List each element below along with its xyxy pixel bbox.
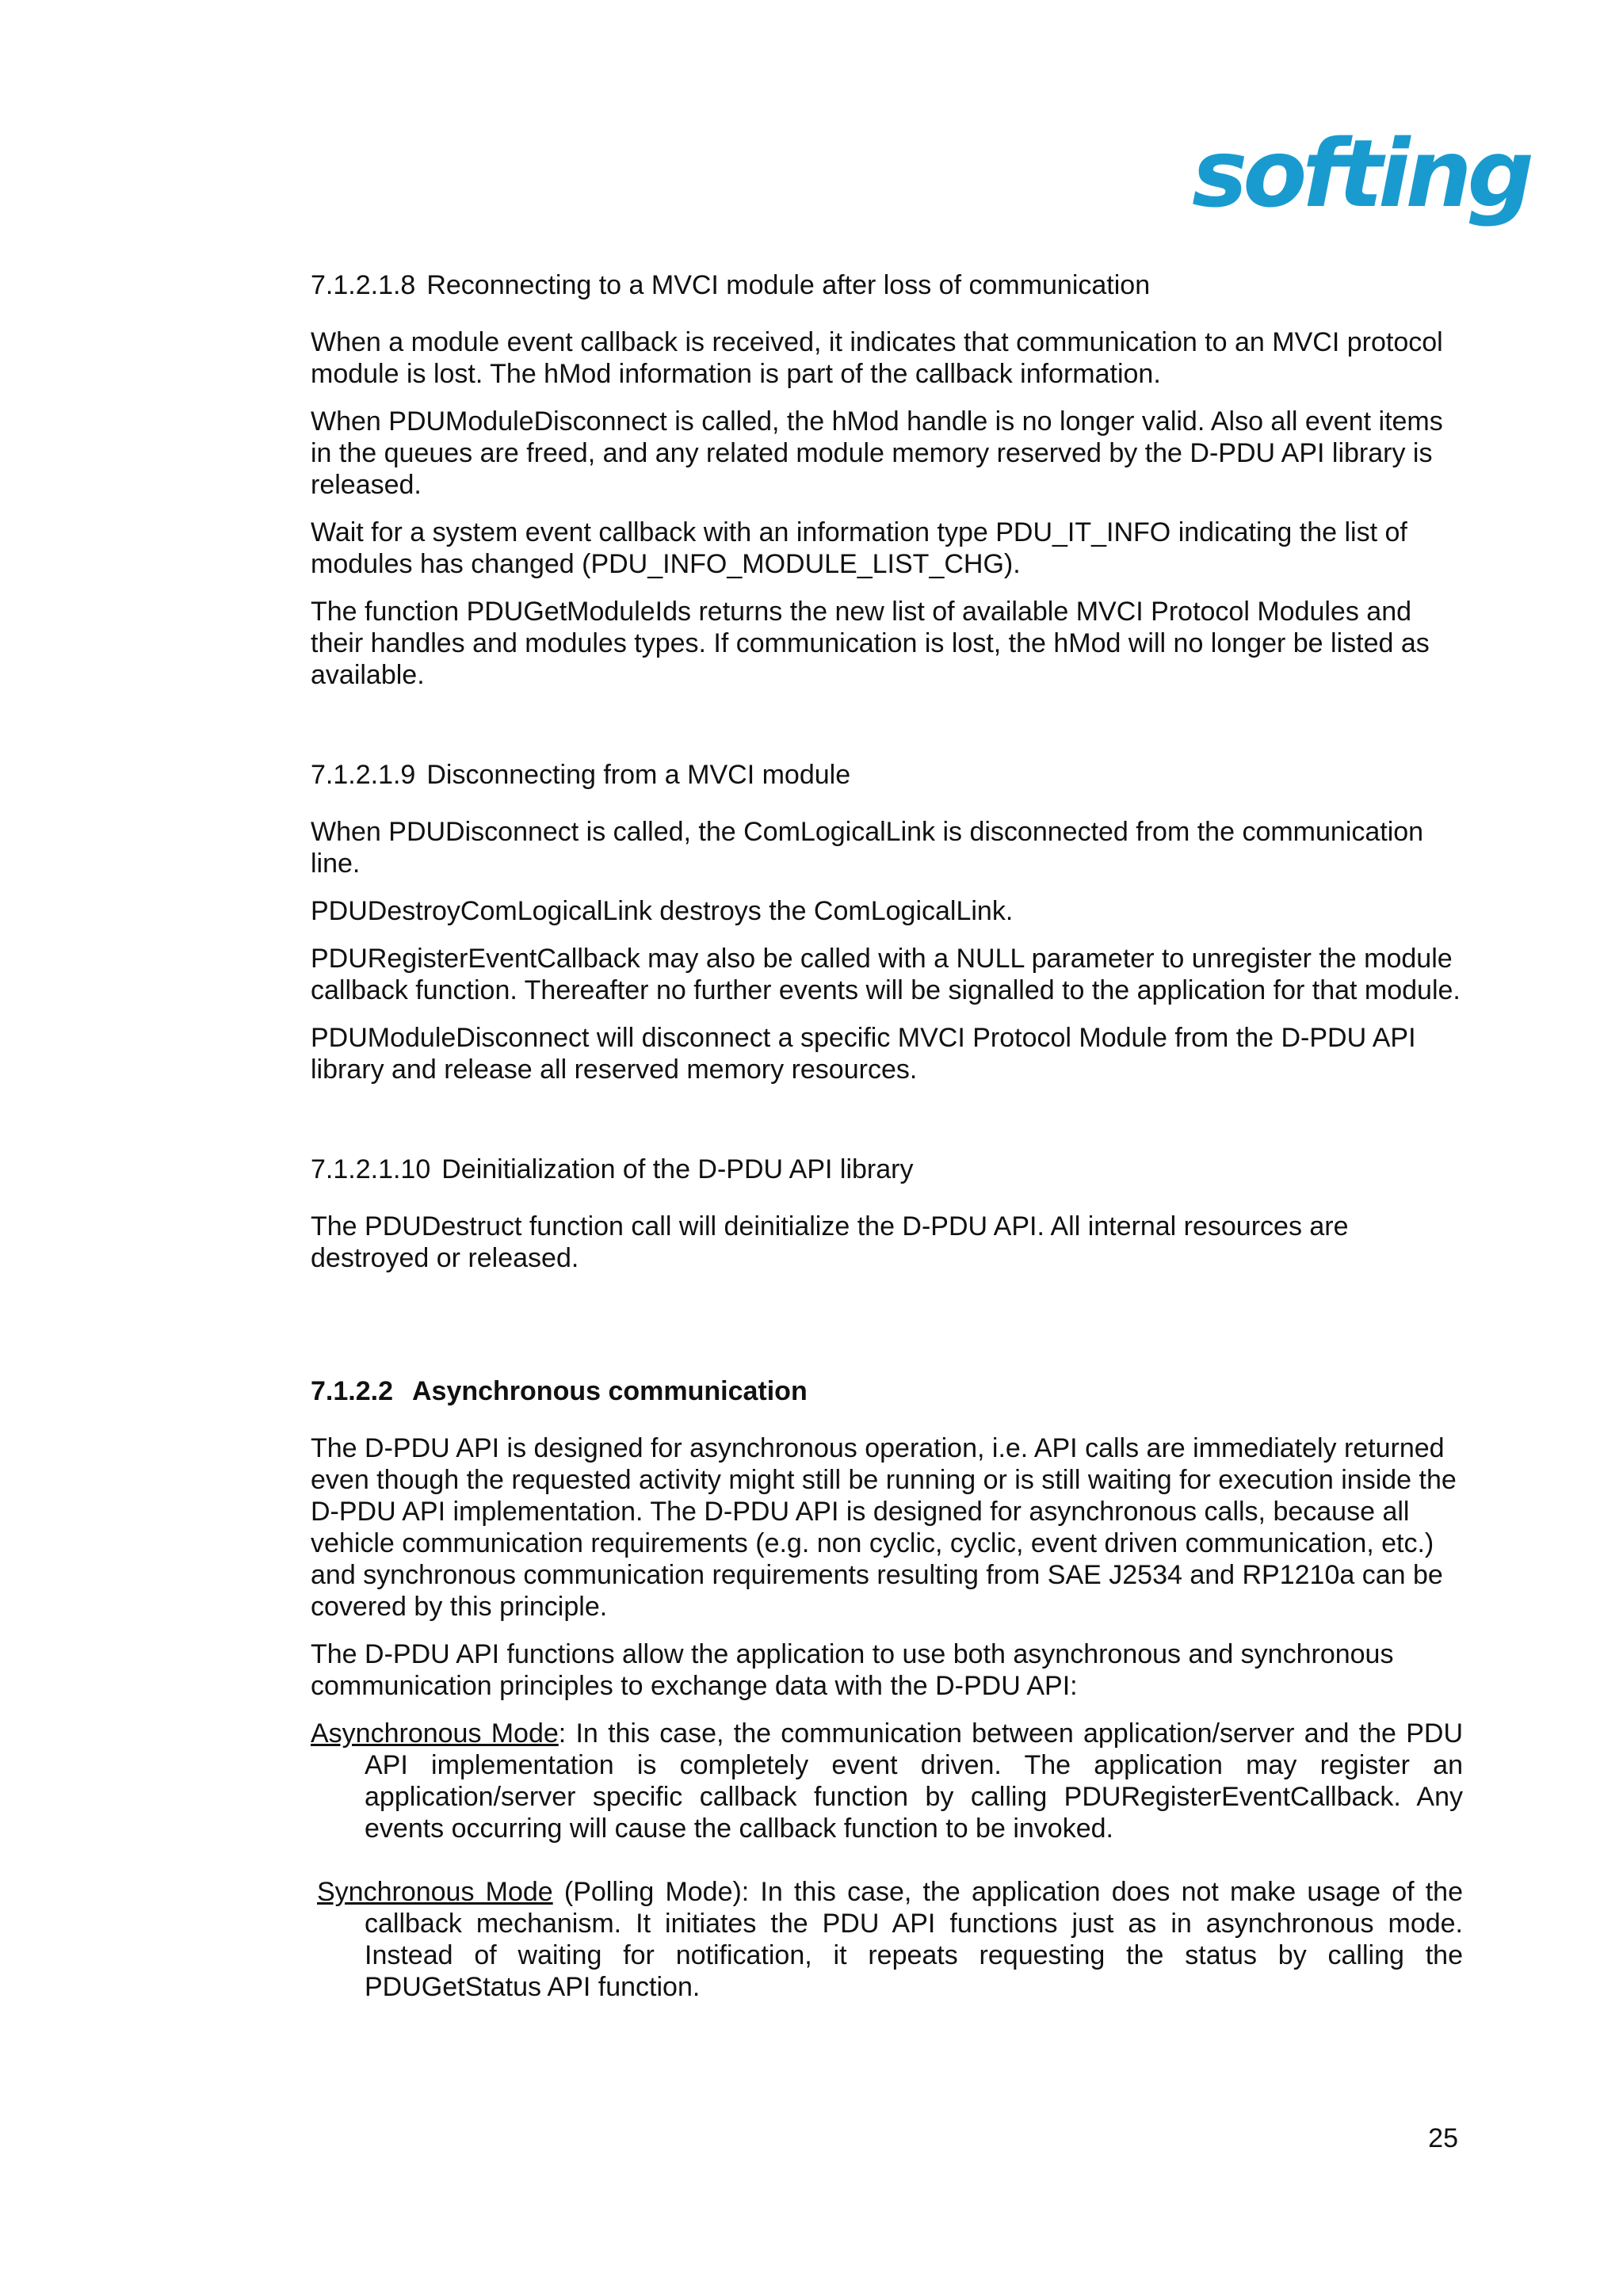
mode-definition-async	[311, 1718, 1463, 1844]
svg-text:softing: softing	[1192, 119, 1529, 228]
paragraph: When a module event callback is received, it indicates that communication to an MVCI protocol module is lost. The hMod information is part of the callback information.	[311, 327, 1443, 389]
paragraph: PDUDestroyComLogicalLink destroys the ComLogicalLink.	[311, 896, 1014, 926]
section-heading	[311, 759, 1463, 791]
section-title: Asynchronous communication	[411, 1376, 808, 1406]
mode-term: Synchronous Mode	[317, 1877, 553, 1907]
section-number: 7.1.2.1.9	[311, 760, 416, 790]
paragraph: The D-PDU API functions allow the application to use both asynchronous and synchronous communication principles to exchange data with the D-PDU API:	[311, 1639, 1394, 1701]
mode-text: : In this case, the communication between application/server and the PDU API implementation is completely event driven. The application may register an application/server specific callback function by calling PDURegisterEventCallback. Any events occurring will cause the callback function to be invoked.	[365, 1718, 1463, 1844]
paragraph: When PDUDisconnect is called, the ComLogicalLink is disconnected from the communication line.	[311, 817, 1424, 879]
major-section-heading	[311, 1375, 1463, 1407]
softing-logo	[1189, 119, 1529, 234]
section-title: Deinitialization of the D-PDU API library	[441, 1154, 914, 1184]
section-heading	[311, 269, 1463, 301]
paragraph: PDUModuleDisconnect will disconnect a specific MVCI Protocol Module from the D-PDU API library and release all reserved memory resources.	[311, 1023, 1416, 1085]
section-title: Disconnecting from a MVCI module	[426, 760, 851, 790]
section-title: Reconnecting to a MVCI module after loss of communication	[426, 270, 1151, 300]
document-body	[311, 269, 1463, 2019]
paragraph: The PDUDestruct function call will deinitialize the D-PDU API. All internal resources are destroyed or released.	[311, 1211, 1349, 1273]
section-heading	[311, 1154, 1463, 1185]
paragraph: PDURegisterEventCallback may also be called with a NULL parameter to unregister the module callback function. Thereafter no further events will be signalled to the application for that module.	[311, 944, 1461, 1005]
mode-text: (Polling Mode): In this case, the application does not make usage of the callback mechanism. It initiates the PDU API functions just as in asynchronous mode. Instead of waiting for notification, it repeats requesting the status by calling the PDUGetStatus API function.	[365, 1877, 1463, 2002]
page-number: 25	[1428, 2123, 1458, 2153]
paragraph: Wait for a system event callback with an information type PDU_IT_INFO indicating the list of modules has changed (PDU_INFO_MODULE_LIST_CHG).	[311, 517, 1407, 579]
paragraph: The function PDUGetModuleIds returns the new list of available MVCI Protocol Modules and their handles and modules types. If communication is lost, the hMod will no longer be listed as available.	[311, 597, 1430, 690]
paragraph: The D-PDU API is designed for asynchronous operation, i.e. API calls are immediately returned even though the requested activity might still be running or is still waiting for execution inside the D-PDU API implementation. The D-PDU API is designed for asynchronous calls, because all vehicle communication requirements (e.g. non cyclic, cyclic, event driven communication, etc.) and synchronous communication requirements resulting from SAE J2534 and RP1210a can be covered by this principle.	[311, 1433, 1457, 1622]
paragraph: When PDUModuleDisconnect is called, the hMod handle is no longer valid. Also all event items in the queues are freed, and any related module memory reserved by the D-PDU API library is released.	[311, 406, 1443, 500]
mode-definition-sync	[317, 1876, 1463, 2003]
section-number: 7.1.2.1.10	[311, 1154, 431, 1184]
section-number: 7.1.2.1.8	[311, 270, 416, 300]
section-number: 7.1.2.2	[311, 1376, 393, 1406]
mode-term: Asynchronous Mode	[311, 1718, 559, 1749]
